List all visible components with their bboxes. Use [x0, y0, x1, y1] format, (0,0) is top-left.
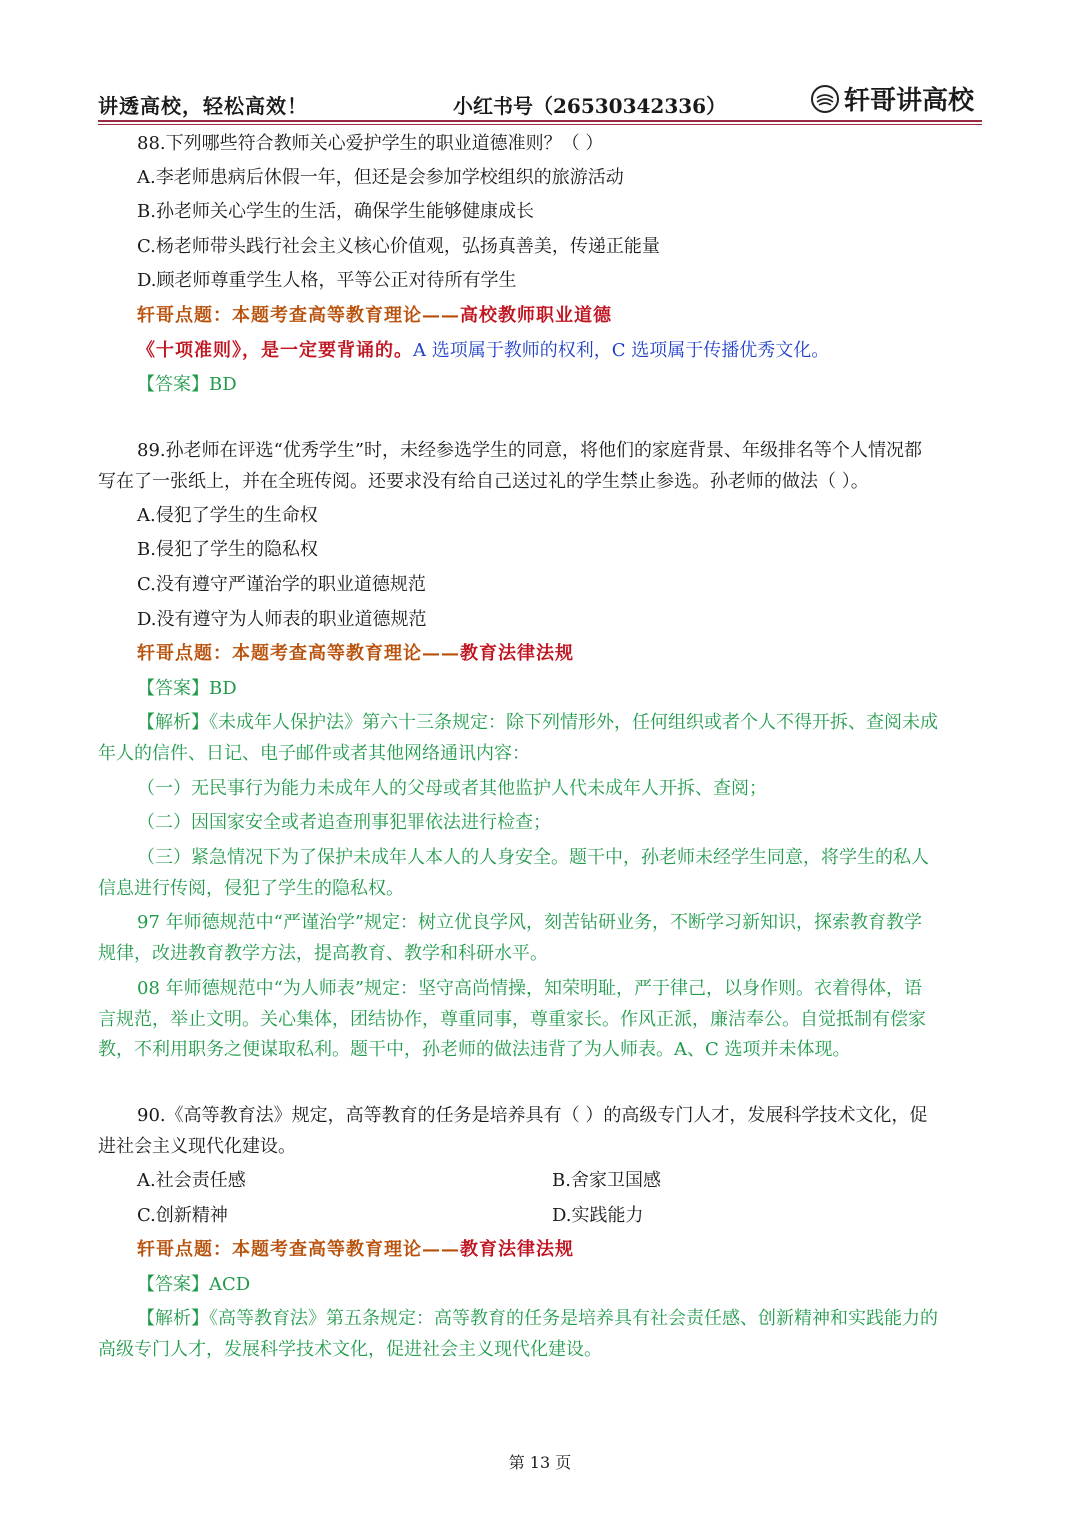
q88-point-prefix: 轩哥点题：本题考查高等教育理论—— — [137, 305, 460, 326]
q89-explanation-3: （一）无民事行为能力未成年人的父母或者其他监护人代未成年人开拆、查阅； — [137, 778, 767, 799]
q88-point — [137, 304, 612, 328]
q89-explanation-6: 信息进行传阅，侵犯了学生的隐私权。 — [98, 878, 404, 899]
q89-stem-line1: 89.孙老师在评选“优秀学生”时，未经参选学生的同意，将他们的家庭背景、年级排名等个人情况都 — [137, 440, 923, 461]
q89-explanation-9: 08 年师德规范中“为人师表”规定：坚守高尚情操，知荣明耻，严于律己，以身作则。衣着得体，语 — [137, 978, 923, 999]
q89-explanation-8: 规律，改进教育教学方法，提高教育、教学和科研水平。 — [98, 943, 548, 964]
q88-option-a: A.李老师患病后休假一年，但还是会参加学校组织的旅游活动 — [137, 167, 624, 188]
q90-point-topic: 教育法律法规 — [460, 1239, 574, 1260]
q90-point — [137, 1238, 574, 1262]
q89-explanation-2: 年人的信件、日记、电子邮件或者其他网络通讯内容： — [98, 743, 530, 764]
q89-point-prefix: 轩哥点题：本题考查高等教育理论—— — [137, 643, 460, 664]
q88-note-blue: A 选项属于教师的权利，C 选项属于传播优秀文化。 — [413, 340, 830, 361]
q90-answer: 【答案】ACD — [137, 1274, 251, 1295]
q89-option-c: C.没有遵守严谨治学的职业道德规范 — [137, 574, 426, 595]
header-brand-name: 轩哥讲高校 — [843, 86, 974, 116]
q90-option-a: A.社会责任感 — [137, 1170, 246, 1191]
q88-point-topic: 高校教师职业道德 — [460, 305, 612, 326]
q89-answer: 【答案】BD — [137, 678, 237, 699]
q90-point-prefix: 轩哥点题：本题考查高等教育理论—— — [137, 1239, 460, 1260]
q90-stem-line1: 90.《高等教育法》规定，高等教育的任务是培养具有（ ）的高级专门人才，发展科学技术文化，促 — [137, 1105, 928, 1126]
q88-stem: 88.下列哪些符合教师关心爱护学生的职业道德准则？（ ） — [137, 133, 604, 154]
page-header — [98, 78, 982, 124]
header-rule — [98, 120, 982, 122]
q90-explanation-1: 【解析】《高等教育法》第五条规定：高等教育的任务是培养具有社会责任感、创新精神和实践能力的 — [137, 1308, 938, 1329]
q89-stem-line2: 写在了一张纸上，并在全班传阅。还要求没有给自己送过礼的学生禁止参选。孙老师的做法（ ）。 — [98, 471, 869, 492]
q89-explanation-4: （二）因国家安全或者追查刑事犯罪依法进行检查； — [137, 812, 551, 833]
q89-option-d: D.没有遵守为人师表的职业道德规范 — [137, 609, 427, 630]
header-brand — [810, 80, 974, 117]
header-rule-thin — [98, 124, 982, 125]
q88-option-d: D.顾老师尊重学生人格，平等公正对待所有学生 — [137, 270, 517, 291]
q89-explanation-5: （三）紧急情况下为了保护未成年人本人的人身安全。题干中，孙老师未经学生同意，将学生的私人 — [137, 847, 929, 868]
q89-option-b: B.侵犯了学生的隐私权 — [137, 539, 318, 560]
q89-option-a: A.侵犯了学生的生命权 — [137, 505, 318, 526]
q90-explanation-2: 高级专门人才，发展科学技术文化，促进社会主义现代化建设。 — [98, 1339, 602, 1360]
book-logo-icon — [810, 84, 840, 114]
q88-answer: 【答案】BD — [137, 374, 237, 395]
q90-option-d: D.实践能力 — [552, 1205, 644, 1226]
q88-note — [137, 339, 829, 363]
q89-point — [137, 642, 574, 666]
q88-note-red: 《十项准则》，是一定要背诵的。 — [137, 340, 413, 361]
q89-explanation-10: 言规范，举止文明。关心集体，团结协作，尊重同事，尊重家长。作风正派，廉洁奉公。自觉抵制有偿家 — [98, 1009, 926, 1030]
header-slogan: 讲透高校，轻松高效！ — [98, 94, 308, 118]
q88-option-b: B.孙老师关心学生的生活，确保学生能够健康成长 — [137, 201, 534, 222]
q89-point-topic: 教育法律法规 — [460, 643, 574, 664]
q89-explanation-11: 教，不利用职务之便谋取私利。题干中，孙老师的做法违背了为人师表。A、C 选项并未体现。 — [98, 1039, 851, 1060]
header-xiaohongshu-id: 小红书号（26530342336） — [453, 94, 727, 118]
q88-option-c: C.杨老师带头践行社会主义核心价值观，弘扬真善美，传递正能量 — [137, 236, 660, 257]
page-number: 第 13 页 — [508, 1453, 572, 1472]
q89-explanation-1: 【解析】《未成年人保护法》第六十三条规定：除下列情形外，任何组织或者个人不得开拆、查阅未成 — [137, 712, 938, 733]
q90-option-b: B.舍家卫国感 — [552, 1170, 661, 1191]
q90-stem-line2: 进社会主义现代化建设。 — [98, 1136, 296, 1157]
q89-explanation-7: 97 年师德规范中“严谨治学”规定：树立优良学风，刻苦钻研业务，不断学习新知识，探索教育教学 — [137, 912, 923, 933]
q90-option-c: C.创新精神 — [137, 1205, 228, 1226]
